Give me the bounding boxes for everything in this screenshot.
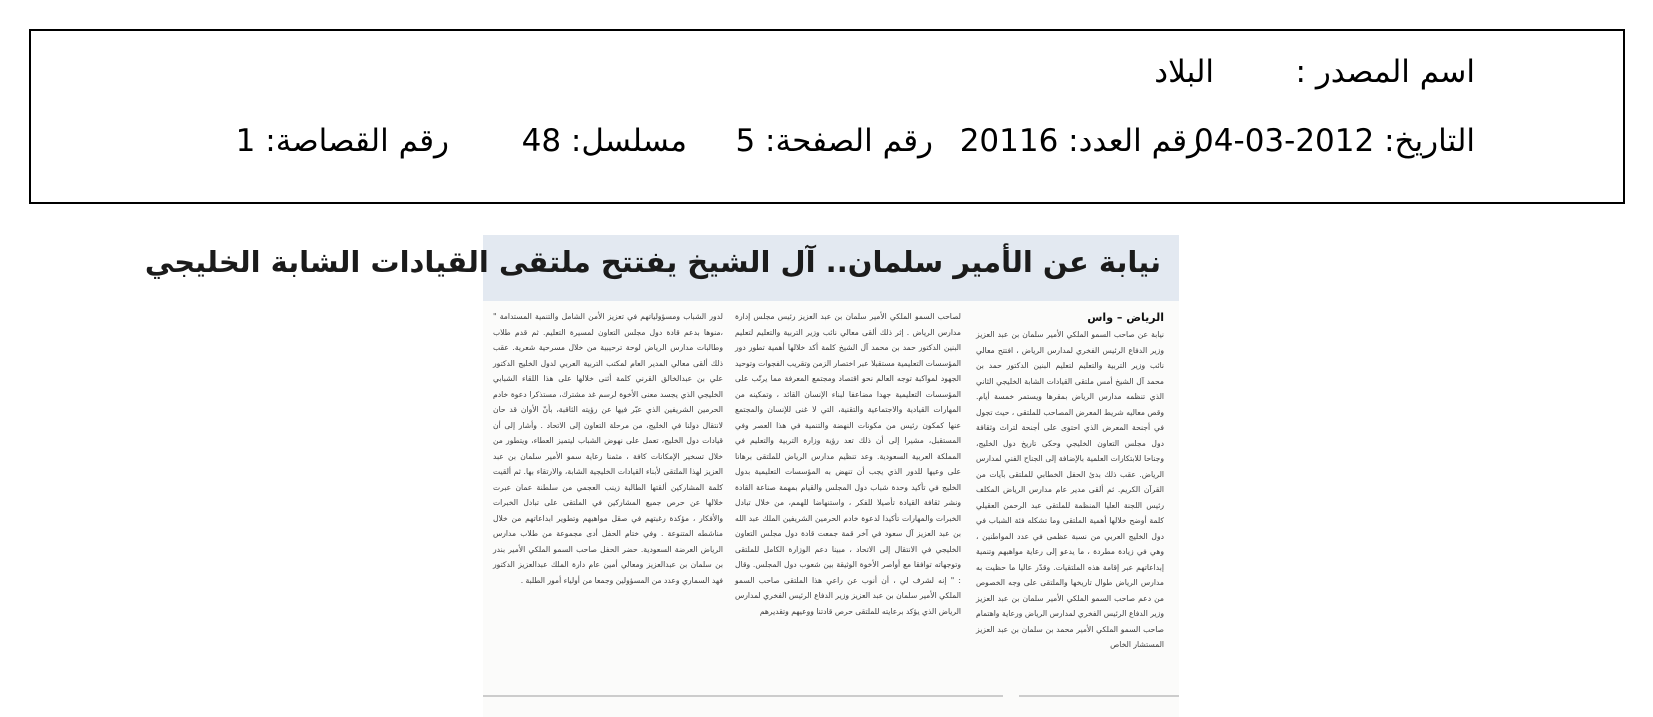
article-column-3 (493, 309, 723, 709)
article-headline: نيابة عن الأمير سلمان.. آل الشيخ يفتتح ملتقى القيادات الشابة الخليجي (144, 245, 1161, 279)
date-field: التاريخ: 2012-03-04 (1194, 123, 1475, 159)
article-column-2 (735, 309, 961, 709)
bottom-rule-left (483, 695, 1003, 697)
clipping-metadata-box (29, 29, 1625, 204)
source-label: اسم المصدر : (1295, 54, 1475, 90)
source-value: البلاد (1154, 54, 1214, 90)
article-column-3-text: لدور الشباب ومسؤولياتهم في تعزيز الأمن الشامل والتنمية المستدامة " ،منوها بدعم قادة دول مجلس التعاون لمسيرة التعليم. ثم قدم طلاب وطالبات مدارس الرياض لوحة ترحيبية من خلال مسرحية شعرية. عقب ذلك ألقى معالي المدير العام لمكتب التربية العربي لدول الخليج الدكتور علي بن عبدالخالق القرني كلمة أثنى خلالها على هذا اللقاء الشبابي الخليجي الذي يجسد معنى الأخوة لرسم غد مشترك، مستذكرا دعوة خادم الحرمين الشريفين الذي عبّر فيها عن رؤيته الثاقبة، بأنّ الأوان قد حان لانتقال دولنا في الخليج، من مرحلة التعاون إلى الاتحاد . وأشار إلى أن قيادات دول الخليج، تعمل على نهوض الشباب ليتميز العطاء، ويتطور من خلال تسخير الإمكانات كافة ، مثمنا رعاية سمو الأمير سلمان بن عبد العزيز لهذا الملتقى لأبناء القيادات الخليجية الشابة، والارتقاء بها. ثم ألقيت كلمة المشاركين ألقتها الطالبة زينب العجمي من سلطنة عمان عبرت خلالها عن حرص جميع المشاركين في الملتقى على تبادل الخبرات والأفكار ، مؤكدة رغبتهم في صقل مواهبهم وتطوير ابداعاتهم من خلال مناشطه المتنوعة . وفي ختام الحفل أدى مجموعة من طلاب مدارس الرياض العرضة السعودية. حضر الحفل صاحب السمو الملكي الأمير بندر بن سلمان بن عبدالعزيز ومعالي أمين عام دارة الملك عبدالعزيز الدكتور فهد السماري وعدد من المسؤولين وجمعا من أولياء أمور الطلبة . (493, 312, 723, 585)
article-column-1-text: نيابة عن صاحب السمو الملكي الأمير سلمان بن عبد العزيز وزير الدفاع الرئيس الفخري لمدارس الرياض ، افتتح معالي نائب وزير التربية والتعليم لتعليم البنين الدكتور حمد بن محمد آل الشيخ أمس ملتقى القيادات الشابة الخليجي الثاني الذي تنظمه مدارس الرياض بمقرها ويستمر خمسة أيام. وقص معاليه شريط المعرض المصاحب للملتقى ، حيث تجول في أجنحة المعرض الذي احتوى على أجنحة لتراث وثقافة دول مجلس التعاون الخليجي وحكى تاريخ دول الخليج، وجناحا للابتكارات العلمية بالإضافة إلى الجناح الفني لمدارس الرياض. عقب ذلك بدئ الحفل الخطابي للملتقى بآيات من القرآن الكريم. ثم ألقى مدير عام مدارس الرياض المكلف رئيس اللجنة العليا المنظمة للملتقى عبد الرحمن العقيلي كلمة أوضح خلالها أهمية الملتقى وما تشكله فئة الشباب في دول الخليج العربي من نسبة عظمى في عدد المواطنين ، وهي في زيادة مطردة ، ما يدعو إلى رعاية مواهبهم وتنمية إبداعاتهم عبر إقامة هذه الملتقيات. وقدّر عاليا ما حظيت به مدارس الرياض طوال تاريخها والملتقى على وجه الخصوص من دعم صاحب السمو الملكي الأمير سلمان بن عبد العزيز وزير الدفاع الرئيس الفخري لمدارس الرياض ورعاية واهتمام صاحب السمو الملكي الأمير محمد بن سلمان بن عبد العزيز المستشار الخاص (976, 330, 1164, 649)
newspaper-clipping (144, 235, 1179, 717)
serial-field: مسلسل: 48 (521, 123, 687, 159)
article-column-2-text: لصاحب السمو الملكي الأمير سلمان بن عبد العزيز رئيس مجلس إدارة مدارس الرياض . إثر ذلك ألقى معالي نائب وزير التربية والتعليم لتعليم البنين الدكتور حمد بن محمد آل الشيخ كلمة أكد خلالها أهمية تطور دور المؤسسات التعليمية مستقبلا عبر اختصار الزمن وتقريب الفجوات وتوحيد الجهود لمواكبة توجه العالم نحو اقتصاد ومجتمع المعرفة مما يرتّب على المؤسسات التعليمية جهدا مضاعفا لبناء الإنسان القائد ، وتمكينه من المهارات القيادية والاجتماعية والتقنية، التي لا غنى للإنسان والمجتمع عنها كمكون رئيس من مكونات النهضة والتنمية في هذا العصر وفي المستقبل، مشيرا إلى أن ذلك تعد رؤية وزارة التربية والتعليم في المملكة العربية السعودية. وعد تنظيم مدارس الرياض للملتقى برهانا على وعيها للدور الذي يجب أن تنهض به المؤسسات التعليمية بدول الخليج في تأكيد وحدة شباب دول المجلس والقيام بمهمة صناعة القادة ونشر ثقافة القيادة تأصيلا للفكر ، واستنهاضا للهمم، من خلال تبادل الخبرات والمهارات تأكيدا لدعوة خادم الحرمين الشريفين الملك عبد الله بن عبد العزيز آل سعود في آخر قمة جمعت قادة دول مجلس التعاون الخليجي في الانتقال إلى الاتحاد ، مبينا دعم الوزارة الكامل للملتقى وتوجهاته توافقا مع أواصر الأخوة الوثيقة بين شعوب دول المجلس. وقال : " إنه لشرف لي ، أن أنوب عن راعي هذا الملتقى صاحب السمو الملكي الأمير سلمان بن عبد العزيز وزير الدفاع الرئيس الفخري لمدارس الرياض الذي يؤكد برعايته للملتقى حرص قادتنا ووعيهم وتقديرهم (735, 312, 961, 616)
article-dateline: الرياض – واس (1087, 311, 1164, 324)
page-number-field: رقم الصفحة: 5 (735, 123, 933, 159)
article-column-1 (976, 309, 1164, 709)
headline-bar (144, 235, 1179, 301)
issue-number-field: رقم العدد: 20116 (959, 123, 1202, 159)
bottom-rule-right (1019, 695, 1179, 697)
clipping-number-field: رقم القصاصة: 1 (235, 123, 449, 159)
